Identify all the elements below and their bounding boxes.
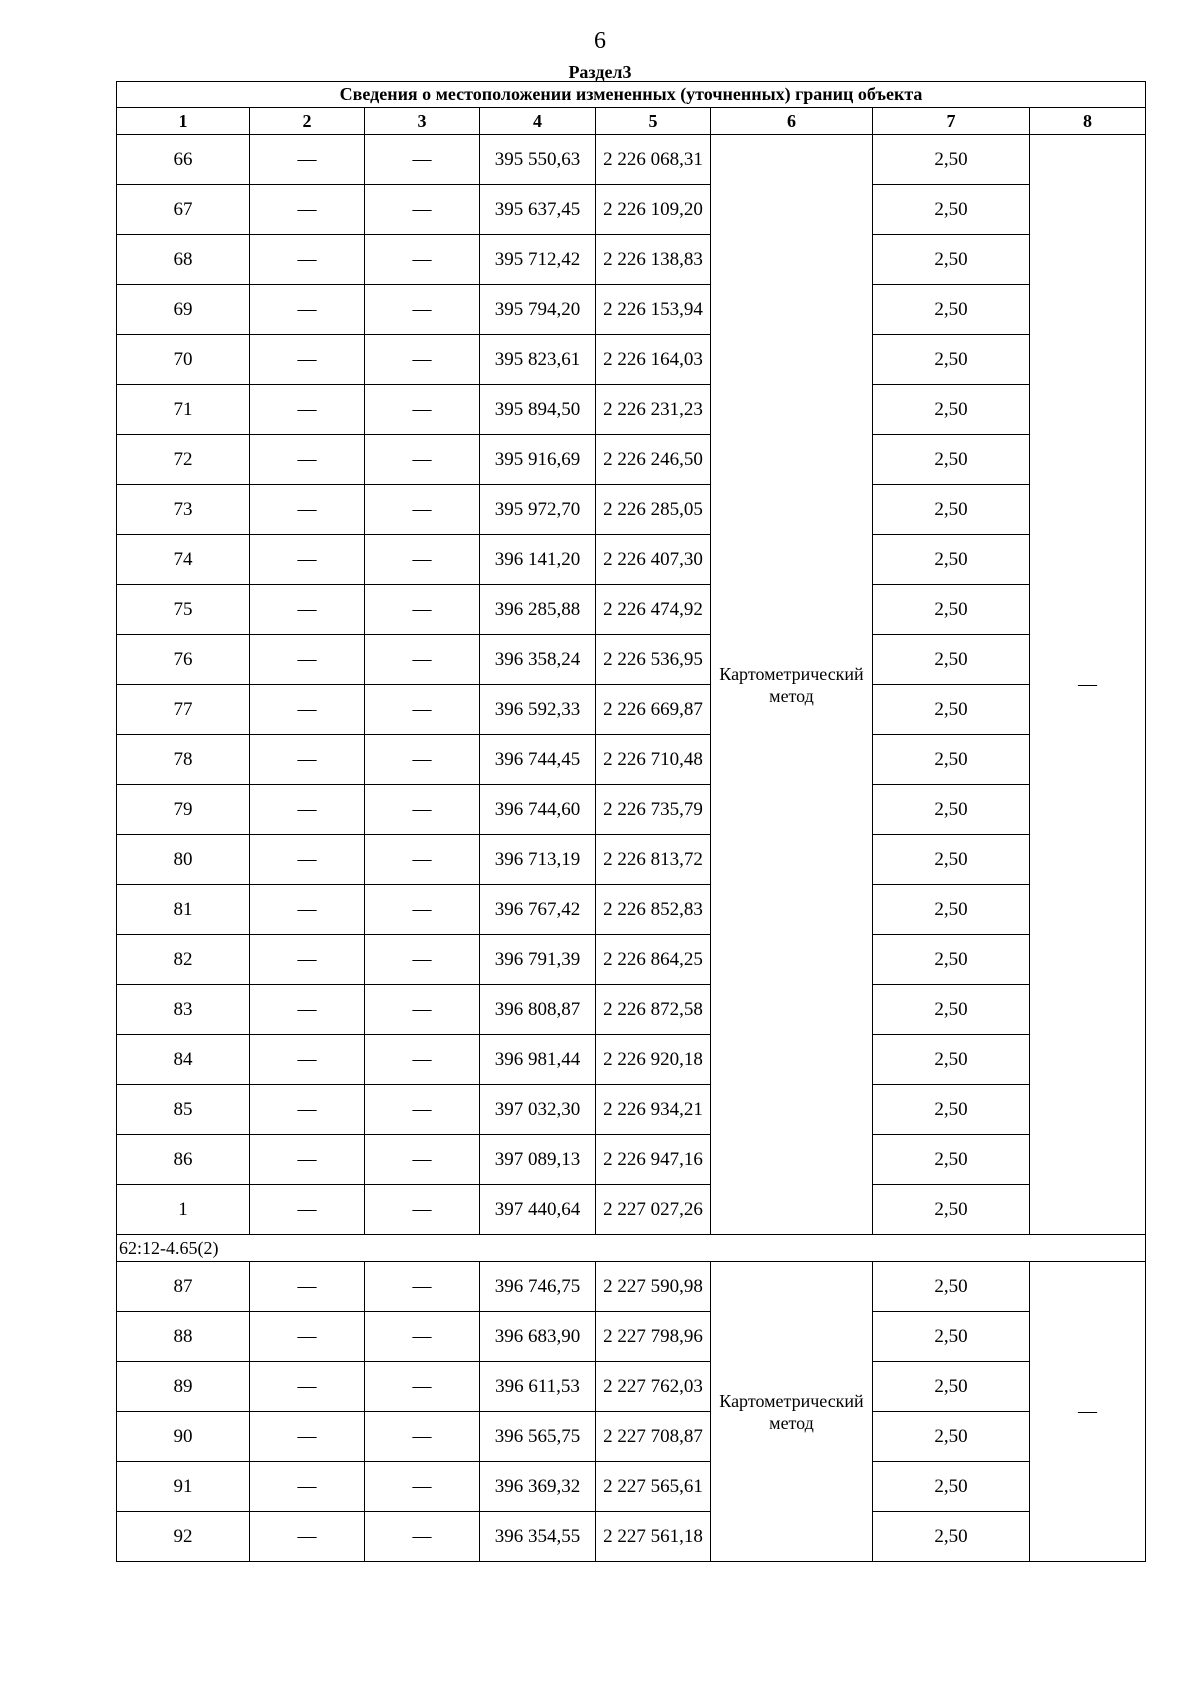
point-number: 85	[117, 1085, 250, 1135]
coordinate-x: 396 981,44	[480, 1035, 596, 1085]
column-2-value: —	[250, 335, 365, 385]
column-3-value: —	[365, 1135, 480, 1185]
accuracy-value: 2,50	[873, 685, 1030, 735]
point-number: 86	[117, 1135, 250, 1185]
column-3-value: —	[365, 635, 480, 685]
column-number: 4	[480, 108, 596, 135]
column-2-value: —	[250, 535, 365, 585]
point-number: 80	[117, 835, 250, 885]
coordinate-y: 2 227 708,87	[596, 1412, 711, 1462]
accuracy-value: 2,50	[873, 1185, 1030, 1235]
column-number: 7	[873, 108, 1030, 135]
coordinate-y: 2 226 138,83	[596, 235, 711, 285]
table-row	[117, 1512, 1146, 1562]
column-3-value: —	[365, 285, 480, 335]
accuracy-value: 2,50	[873, 1512, 1030, 1562]
coordinate-x: 396 141,20	[480, 535, 596, 585]
coordinate-y: 2 226 068,31	[596, 135, 711, 185]
coordinate-x: 396 767,42	[480, 885, 596, 935]
column-3-value: —	[365, 185, 480, 235]
column-3-value: —	[365, 985, 480, 1035]
point-number: 92	[117, 1512, 250, 1562]
coordinate-x: 397 440,64	[480, 1185, 596, 1235]
accuracy-value: 2,50	[873, 1362, 1030, 1412]
point-number: 89	[117, 1362, 250, 1412]
column-3-value: —	[365, 785, 480, 835]
coordinate-y: 2 226 864,25	[596, 935, 711, 985]
table-body	[117, 82, 1146, 1562]
accuracy-value: 2,50	[873, 1412, 1030, 1462]
table-row	[117, 1035, 1146, 1085]
point-number: 1	[117, 1185, 250, 1235]
point-number: 79	[117, 785, 250, 835]
column-2-value: —	[250, 885, 365, 935]
column-8-value: —	[1030, 135, 1146, 1235]
column-3-value: —	[365, 1035, 480, 1085]
accuracy-value: 2,50	[873, 835, 1030, 885]
coordinate-y: 2 227 762,03	[596, 1362, 711, 1412]
coordinate-y: 2 226 153,94	[596, 285, 711, 335]
coordinate-y: 2 226 246,50	[596, 435, 711, 485]
coordinate-x: 396 285,88	[480, 585, 596, 635]
coordinate-y: 2 226 872,58	[596, 985, 711, 1035]
column-8-value: —	[1030, 1262, 1146, 1562]
coordinate-x: 395 712,42	[480, 235, 596, 285]
point-number: 84	[117, 1035, 250, 1085]
column-3-value: —	[365, 385, 480, 435]
column-number: 3	[365, 108, 480, 135]
table-row	[117, 1262, 1146, 1312]
table-row	[117, 1135, 1146, 1185]
column-3-value: —	[365, 1262, 480, 1312]
point-number: 74	[117, 535, 250, 585]
column-3-value: —	[365, 1185, 480, 1235]
point-number: 68	[117, 235, 250, 285]
column-3-value: —	[365, 1362, 480, 1412]
table-row	[117, 1362, 1146, 1412]
coordinate-y: 2 227 027,26	[596, 1185, 711, 1235]
column-3-value: —	[365, 885, 480, 935]
accuracy-value: 2,50	[873, 285, 1030, 335]
coordinate-x: 396 611,53	[480, 1362, 596, 1412]
accuracy-value: 2,50	[873, 385, 1030, 435]
table-row	[117, 885, 1146, 935]
accuracy-value: 2,50	[873, 1085, 1030, 1135]
accuracy-value: 2,50	[873, 735, 1030, 785]
column-3-value: —	[365, 335, 480, 385]
column-3-value: —	[365, 835, 480, 885]
coordinate-x: 396 746,75	[480, 1262, 596, 1312]
accuracy-value: 2,50	[873, 1312, 1030, 1362]
coordinate-y: 2 226 285,05	[596, 485, 711, 535]
coordinate-y: 2 227 561,18	[596, 1512, 711, 1562]
coordinate-x: 395 972,70	[480, 485, 596, 535]
coordinate-y: 2 226 735,79	[596, 785, 711, 835]
column-2-value: —	[250, 985, 365, 1035]
point-number: 82	[117, 935, 250, 985]
accuracy-value: 2,50	[873, 485, 1030, 535]
method-cell: Картометрический метод	[711, 135, 873, 1235]
coordinate-y: 2 227 565,61	[596, 1462, 711, 1512]
coordinate-y: 2 226 852,83	[596, 885, 711, 935]
column-2-value: —	[250, 585, 365, 635]
table-row	[117, 1185, 1146, 1235]
coordinate-y: 2 226 669,87	[596, 685, 711, 735]
accuracy-value: 2,50	[873, 185, 1030, 235]
coordinate-y: 2 226 164,03	[596, 335, 711, 385]
table-row	[117, 935, 1146, 985]
group-subheading: 62:12-4.65(2)	[117, 1235, 1146, 1262]
coordinate-x: 396 744,45	[480, 735, 596, 785]
coordinate-y: 2 226 934,21	[596, 1085, 711, 1135]
coordinate-x: 396 683,90	[480, 1312, 596, 1362]
coordinate-x: 395 894,50	[480, 385, 596, 435]
accuracy-value: 2,50	[873, 435, 1030, 485]
column-3-value: —	[365, 685, 480, 735]
column-2-value: —	[250, 1412, 365, 1462]
point-number: 91	[117, 1462, 250, 1512]
coordinate-y: 2 227 590,98	[596, 1262, 711, 1312]
table-row	[117, 135, 1146, 185]
column-number: 2	[250, 108, 365, 135]
table-row	[117, 585, 1146, 635]
column-2-value: —	[250, 635, 365, 685]
column-2-value: —	[250, 435, 365, 485]
column-3-value: —	[365, 1085, 480, 1135]
accuracy-value: 2,50	[873, 585, 1030, 635]
coordinate-x: 395 794,20	[480, 285, 596, 335]
coordinate-y: 2 226 536,95	[596, 635, 711, 685]
point-number: 90	[117, 1412, 250, 1462]
point-number: 72	[117, 435, 250, 485]
table-row	[117, 635, 1146, 685]
table-caption: Сведения о местоположении измененных (уточненных) границ объекта	[117, 82, 1146, 108]
column-2-value: —	[250, 785, 365, 835]
point-number: 76	[117, 635, 250, 685]
coordinate-x: 395 916,69	[480, 435, 596, 485]
point-number: 81	[117, 885, 250, 935]
coordinate-x: 396 358,24	[480, 635, 596, 685]
table-row	[117, 835, 1146, 885]
column-3-value: —	[365, 735, 480, 785]
column-number: 8	[1030, 108, 1146, 135]
section-title: Раздел3	[568, 62, 632, 82]
column-3-value: —	[365, 435, 480, 485]
point-number: 87	[117, 1262, 250, 1312]
coordinate-x: 396 744,60	[480, 785, 596, 835]
table-row	[117, 1085, 1146, 1135]
table-row	[117, 385, 1146, 435]
table-row	[117, 335, 1146, 385]
table-row	[117, 185, 1146, 235]
column-3-value: —	[365, 485, 480, 535]
point-number: 77	[117, 685, 250, 735]
column-2-value: —	[250, 1512, 365, 1562]
accuracy-value: 2,50	[873, 885, 1030, 935]
table-row	[117, 1312, 1146, 1362]
column-number-row	[117, 108, 1146, 135]
column-2-value: —	[250, 485, 365, 535]
column-3-value: —	[365, 135, 480, 185]
column-2-value: —	[250, 685, 365, 735]
coordinate-x: 396 808,87	[480, 985, 596, 1035]
coordinate-y: 2 226 474,92	[596, 585, 711, 635]
coordinate-y: 2 226 710,48	[596, 735, 711, 785]
coordinate-x: 396 354,55	[480, 1512, 596, 1562]
point-number: 73	[117, 485, 250, 535]
page-number: 6	[594, 28, 606, 54]
coordinate-x: 397 089,13	[480, 1135, 596, 1185]
coordinate-x: 396 791,39	[480, 935, 596, 985]
coordinate-x: 396 592,33	[480, 685, 596, 735]
column-number: 6	[711, 108, 873, 135]
column-3-value: —	[365, 235, 480, 285]
accuracy-value: 2,50	[873, 635, 1030, 685]
column-2-value: —	[250, 1312, 365, 1362]
coordinate-y: 2 226 920,18	[596, 1035, 711, 1085]
accuracy-value: 2,50	[873, 1462, 1030, 1512]
column-2-value: —	[250, 1362, 365, 1412]
accuracy-value: 2,50	[873, 1262, 1030, 1312]
coordinate-y: 2 226 231,23	[596, 385, 711, 435]
point-number: 71	[117, 385, 250, 435]
accuracy-value: 2,50	[873, 935, 1030, 985]
coordinate-y: 2 226 947,16	[596, 1135, 711, 1185]
accuracy-value: 2,50	[873, 335, 1030, 385]
point-number: 83	[117, 985, 250, 1035]
column-3-value: —	[365, 935, 480, 985]
column-number: 5	[596, 108, 711, 135]
table-row	[117, 1462, 1146, 1512]
coordinate-y: 2 226 407,30	[596, 535, 711, 585]
point-number: 75	[117, 585, 250, 635]
table-row	[117, 235, 1146, 285]
column-2-value: —	[250, 1085, 365, 1135]
table-row	[117, 285, 1146, 335]
method-cell: Картометрический метод	[711, 1262, 873, 1562]
coordinate-x: 396 369,32	[480, 1462, 596, 1512]
column-2-value: —	[250, 285, 365, 335]
column-3-value: —	[365, 1512, 480, 1562]
coordinate-x: 395 550,63	[480, 135, 596, 185]
column-3-value: —	[365, 535, 480, 585]
accuracy-value: 2,50	[873, 135, 1030, 185]
column-3-value: —	[365, 1412, 480, 1462]
accuracy-value: 2,50	[873, 985, 1030, 1035]
column-2-value: —	[250, 185, 365, 235]
coordinate-x: 396 713,19	[480, 835, 596, 885]
accuracy-value: 2,50	[873, 535, 1030, 585]
table-row	[117, 785, 1146, 835]
column-2-value: —	[250, 1035, 365, 1085]
accuracy-value: 2,50	[873, 1135, 1030, 1185]
point-number: 69	[117, 285, 250, 335]
column-number: 1	[117, 108, 250, 135]
column-2-value: —	[250, 385, 365, 435]
point-number: 78	[117, 735, 250, 785]
column-3-value: —	[365, 585, 480, 635]
table-caption-row	[117, 82, 1146, 108]
accuracy-value: 2,50	[873, 1035, 1030, 1085]
table-row	[117, 435, 1146, 485]
table-row	[117, 985, 1146, 1035]
table-row	[117, 1412, 1146, 1462]
accuracy-value: 2,50	[873, 785, 1030, 835]
coordinate-x: 396 565,75	[480, 1412, 596, 1462]
column-2-value: —	[250, 735, 365, 785]
coordinate-y: 2 226 109,20	[596, 185, 711, 235]
group-subheading-row	[117, 1235, 1146, 1262]
boundary-table	[116, 81, 1146, 1562]
column-3-value: —	[365, 1462, 480, 1512]
accuracy-value: 2,50	[873, 235, 1030, 285]
column-2-value: —	[250, 1135, 365, 1185]
column-2-value: —	[250, 935, 365, 985]
coordinate-x: 395 823,61	[480, 335, 596, 385]
column-2-value: —	[250, 835, 365, 885]
column-2-value: —	[250, 235, 365, 285]
column-2-value: —	[250, 135, 365, 185]
point-number: 67	[117, 185, 250, 235]
coordinate-x: 397 032,30	[480, 1085, 596, 1135]
point-number: 88	[117, 1312, 250, 1362]
table-row	[117, 535, 1146, 585]
coordinate-x: 395 637,45	[480, 185, 596, 235]
coordinate-y: 2 227 798,96	[596, 1312, 711, 1362]
column-2-value: —	[250, 1185, 365, 1235]
column-2-value: —	[250, 1262, 365, 1312]
column-3-value: —	[365, 1312, 480, 1362]
table-row	[117, 735, 1146, 785]
point-number: 70	[117, 335, 250, 385]
column-2-value: —	[250, 1462, 365, 1512]
table-row	[117, 685, 1146, 735]
point-number: 66	[117, 135, 250, 185]
table-row	[117, 485, 1146, 535]
coordinate-y: 2 226 813,72	[596, 835, 711, 885]
